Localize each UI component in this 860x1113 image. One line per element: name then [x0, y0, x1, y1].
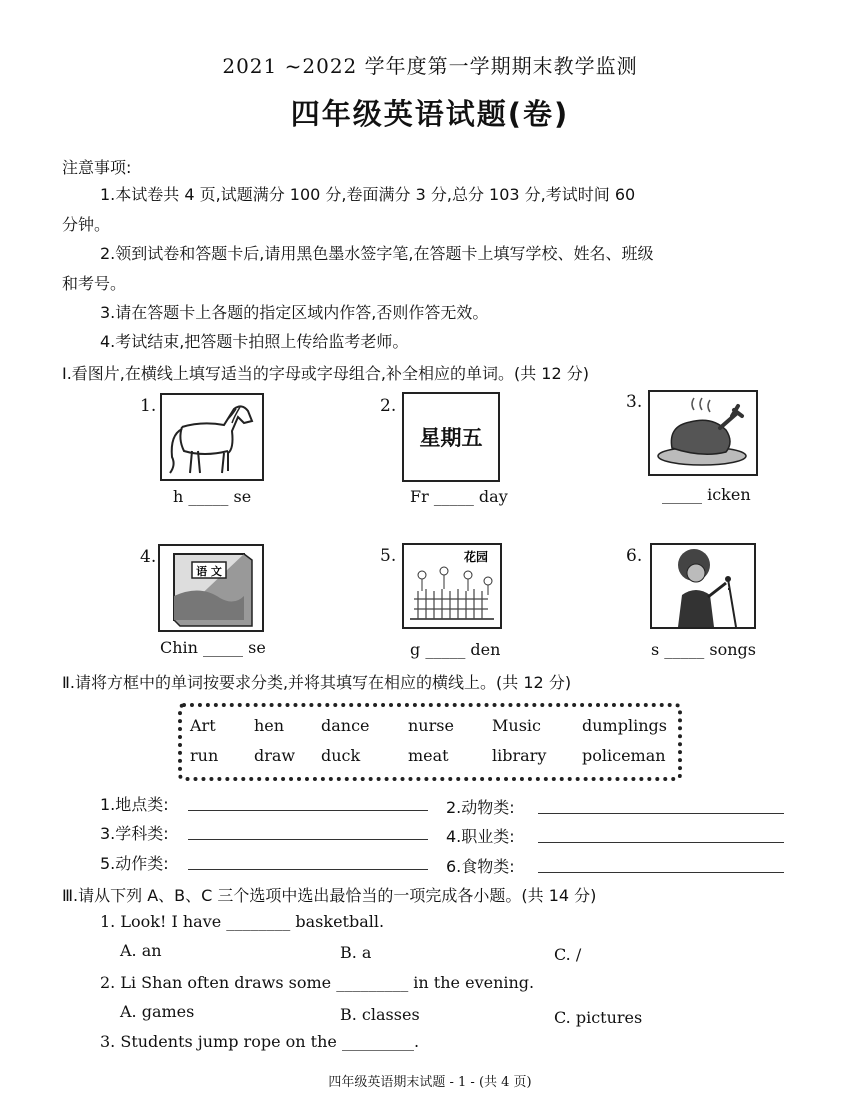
notes-heading: 注意事项: — [62, 158, 132, 177]
category-subject-label: 3.学科类: — [100, 824, 169, 843]
item-6-caption: s _____ songs — [651, 640, 756, 659]
section-1-heading: Ⅰ.看图片,在横线上填写适当的字母或字母组合,补全相应的单词。(共 12 分) — [62, 364, 589, 383]
category-action-label: 5.动作类: — [100, 854, 169, 873]
note-1-line-2: 分钟。 — [62, 215, 111, 234]
friday-sign — [402, 392, 500, 482]
word-bank-word: dumplings — [582, 716, 667, 735]
word-bank-word: duck — [321, 746, 361, 765]
category-place-label: 1.地点类: — [100, 795, 169, 814]
word-bank-word: meat — [408, 746, 449, 765]
chicken-picture — [648, 390, 758, 476]
word-bank-word: policeman — [582, 746, 666, 765]
question-1: 1. Look! I have ________ basketball. — [100, 912, 385, 931]
word-bank-word: nurse — [408, 716, 454, 735]
question-1-option-a[interactable]: A. an — [120, 941, 162, 960]
question-1-option-b[interactable]: B. a — [340, 943, 372, 962]
category-job-answer-line[interactable] — [538, 842, 784, 843]
horse-picture — [160, 393, 264, 481]
exam-term-line: 2021 ~2022 学年度第一学期期末教学监测 — [222, 54, 638, 78]
word-bank-box — [178, 703, 682, 781]
word-bank-word: hen — [254, 716, 285, 735]
singer-picture — [650, 543, 756, 629]
question-2: 2. Li Shan often draws some _________ in the evening. — [100, 973, 535, 992]
question-2-option-b[interactable]: B. classes — [340, 1005, 420, 1024]
question-1-option-c[interactable]: C. / — [554, 945, 582, 964]
word-bank-word: dance — [321, 716, 370, 735]
page-title: 四年级英语试题(卷) — [290, 97, 570, 131]
category-animal-answer-line[interactable] — [538, 813, 784, 814]
question-2-option-c[interactable]: C. pictures — [554, 1008, 643, 1027]
item-6-number: 6. — [626, 546, 643, 566]
note-2-line-1: 2.领到试卷和答题卡后,请用黑色墨水签字笔,在答题卡上填写学校、姓名、班级 — [100, 244, 654, 263]
category-food-label: 6.食物类: — [446, 857, 515, 876]
category-action-answer-line[interactable] — [188, 869, 428, 870]
word-bank-word: draw — [254, 746, 296, 765]
chinese-book-picture — [158, 544, 264, 632]
item-2-number: 2. — [380, 396, 397, 416]
page-footer: 四年级英语期末试题 - 1 - (共 4 页) — [328, 1075, 532, 1090]
garden-sign-text: 花园 — [463, 550, 489, 564]
book-label-text: 语 文 — [196, 565, 222, 578]
garden-picture — [402, 543, 502, 629]
category-animal-label: 2.动物类: — [446, 798, 515, 817]
question-3: 3. Students jump rope on the _________. — [100, 1032, 420, 1051]
item-5-number: 5. — [380, 546, 397, 566]
note-4: 4.考试结束,把答题卡拍照上传给监考老师。 — [100, 332, 409, 351]
item-1-number: 1. — [140, 396, 157, 416]
category-job-label: 4.职业类: — [446, 827, 515, 846]
section-3-heading: Ⅲ.请从下列 A、B、C 三个选项中选出最恰当的一项完成各小题。(共 14 分) — [62, 886, 597, 905]
word-bank-word: Art — [190, 716, 216, 735]
note-3: 3.请在答题卡上各题的指定区域内作答,否则作答无效。 — [100, 303, 489, 322]
item-1-caption: h _____ se — [173, 487, 252, 506]
category-subject-answer-line[interactable] — [188, 839, 428, 840]
word-bank-word: Music — [492, 716, 541, 735]
item-2-caption: Fr _____ day — [410, 487, 508, 506]
category-place-answer-line[interactable] — [188, 810, 428, 811]
note-2-line-2: 和考号。 — [62, 274, 127, 293]
friday-sign-text: 星期五 — [419, 426, 483, 450]
section-2-heading: Ⅱ.请将方框中的单词按要求分类,并将其填写在相应的横线上。(共 12 分) — [62, 673, 572, 692]
item-4-number: 4. — [140, 547, 157, 567]
word-bank-word: library — [492, 746, 547, 765]
item-5-caption: g _____ den — [410, 640, 501, 659]
question-2-option-a[interactable]: A. games — [120, 1002, 195, 1021]
note-1-line-1: 1.本试卷共 4 页,试题满分 100 分,卷面满分 3 分,总分 103 分,考试时间 60 — [100, 185, 636, 204]
item-4-caption: Chin _____ se — [160, 638, 266, 657]
word-bank-word: run — [190, 746, 219, 765]
category-food-answer-line[interactable] — [538, 872, 784, 873]
item-3-caption: _____ icken — [662, 485, 751, 504]
item-3-number: 3. — [626, 392, 643, 412]
